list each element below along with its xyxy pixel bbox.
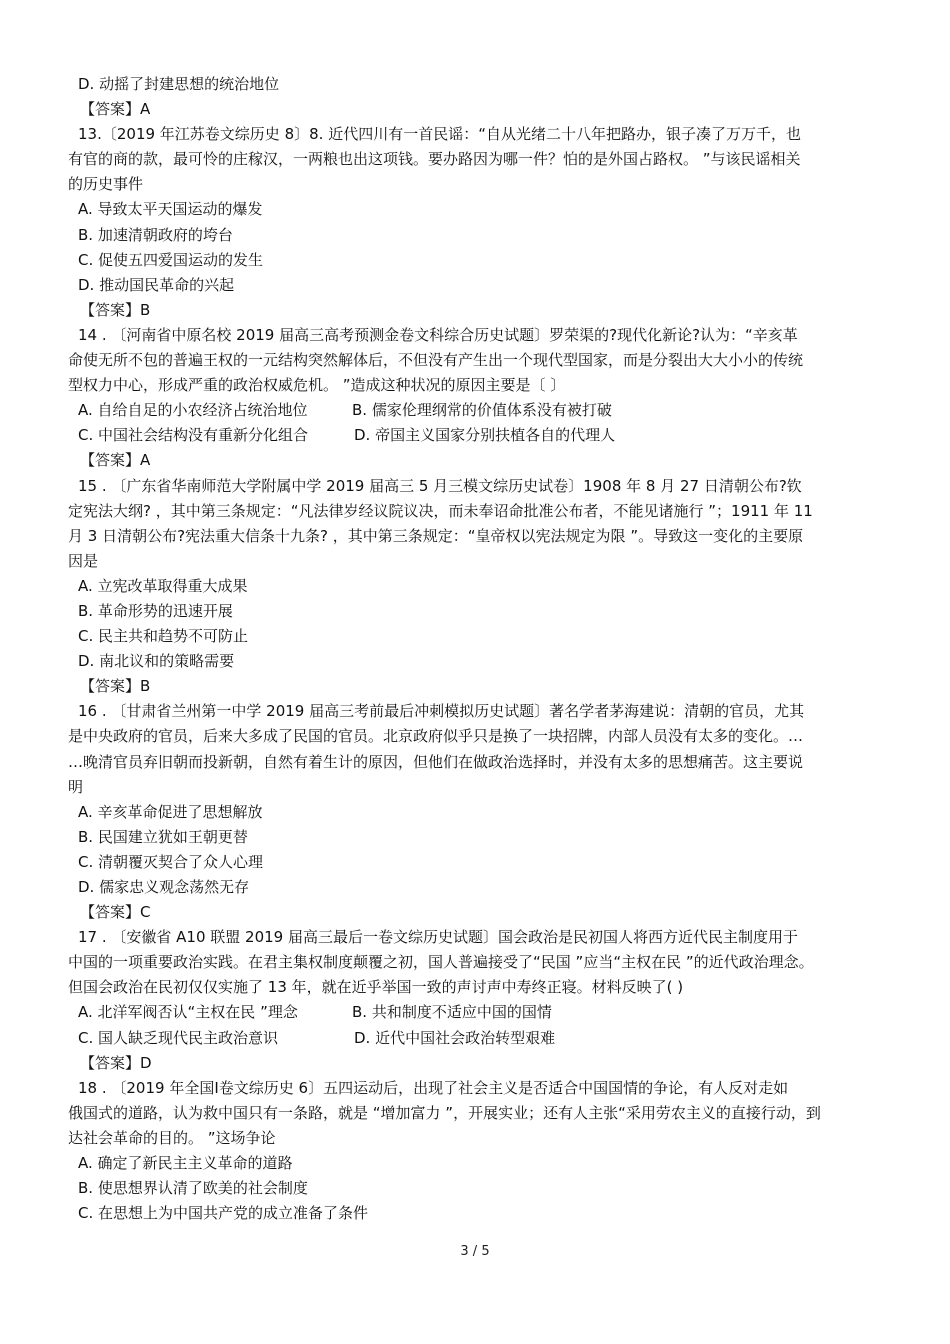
option-line: C. 清朝覆灭契合了众人心理 <box>78 852 264 871</box>
text-line: …晚清官员弃旧朝而投新朝，自然有着生计的原因，但他们在做政治选择时，并没有太多的思想痛苦。这主要说 <box>68 752 804 771</box>
text-line: 是中央政府的官员，后来大多成了民国的官员。北京政府似乎只是换了一块招牌，内部人员没有太多的变化。… <box>68 727 804 746</box>
text-line: 明 <box>68 777 84 796</box>
answer-line: 【答案】B <box>80 677 151 696</box>
text-line: 但国会政治在民初仅仅实施了 13 年，就在近乎举国一致的声讨声中寿终正寝。材料反映了( ) <box>68 978 684 997</box>
option-text: D. 近代中国社会政治转型艰难 <box>354 1028 556 1047</box>
option-text: D. 帝国主义国家分别扶植各自的代理人 <box>354 426 616 445</box>
option-line: B. 民国建立犹如王朝更替 <box>78 827 248 846</box>
text-line: 中国的一项重要政治实践。在君主集权制度颠覆之初，国人普遍接受了“民国 ”应当“主权在民 ”的近代政治理念。 <box>68 953 814 972</box>
option-text: B. 儒家伦理纲常的价值体系没有被打破 <box>352 401 612 420</box>
option-line: C. 在思想上为中国共产党的成立准备了条件 <box>78 1204 369 1223</box>
option-pair-line <box>68 423 898 448</box>
text-line: 命使无所不包的普遍王权的一元结构突然解体后，不但没有产生出一个现代型国家，而是分裂出大大小小的传统 <box>68 351 804 370</box>
option-text: C. 国人缺乏现代民主政治意识 <box>78 1028 279 1047</box>
text-line: 定宪法大纲? ，其中第三条规定：“凡法律岁经议院议决，而未奉诏命批准公布者，不能见诸施行 ”；1911 年 11 <box>68 501 813 520</box>
option-pair-line <box>68 1000 898 1025</box>
answer-line: 【答案】D <box>80 1053 152 1072</box>
option-pair-line <box>68 398 898 423</box>
option-line: C. 民主共和趋势不可防止 <box>78 627 249 646</box>
option-line: A. 立宪改革取得重大成果 <box>78 576 248 595</box>
answer-line: 【答案】C <box>80 903 151 922</box>
option-text: A. 自给自足的小农经济占统治地位 <box>78 401 308 420</box>
page-number: 3 / 5 <box>460 1244 490 1259</box>
option-line: D. 推动国民革命的兴起 <box>78 275 235 294</box>
option-line: D. 动摇了封建思想的统治地位 <box>78 75 280 93</box>
text-line: 因是 <box>68 551 99 570</box>
option-text: A. 北洋军阀否认“主权在民 ”理念 <box>78 1003 298 1022</box>
text-line: 达社会革命的目的。 ”这场争论 <box>68 1128 276 1147</box>
option-line: D. 南北议和的策略需要 <box>78 652 235 671</box>
answer-line: 【答案】A <box>80 451 151 470</box>
text-line: 有官的商的款，最可怜的庄稼汉，一两粮也出这项钱。要办路因为哪一件？怕的是外国占路权。 ”与该民谣相关 <box>68 150 801 169</box>
question-line: 13.〔2019 年江苏卷文综历史 8〕8. 近代四川有一首民谣：“自从光绪二十八年把路办，银子凑了万万千，也 <box>78 125 801 144</box>
option-line: A. 辛亥革命促进了思想解放 <box>78 802 263 821</box>
option-text: C. 中国社会结构没有重新分化组合 <box>78 426 309 445</box>
text-line: 型权力中心，形成严重的政治权威危机。 ”造成这种状况的原因主要是〔 〕 <box>68 376 566 395</box>
option-line: B. 革命形势的迅速开展 <box>78 601 233 620</box>
text-line: 的历史事件 <box>68 175 144 194</box>
option-line: A. 确定了新民主主义革命的道路 <box>78 1154 293 1173</box>
answer-line: 【答案】B <box>80 300 151 319</box>
document-body <box>68 72 898 1226</box>
option-line: C. 促使五四爱国运动的发生 <box>78 250 264 269</box>
option-line: B. 加速清朝政府的垮台 <box>78 225 233 244</box>
question-line: 18 . 〔2019 年全国Ⅰ卷文综历史 6〕五四运动后，出现了社会主义是否适合中国国情的争论，有人反对走如 <box>78 1078 789 1097</box>
option-text: B. 共和制度不适应中国的国情 <box>352 1003 552 1022</box>
option-line: B. 使思想界认清了欧美的社会制度 <box>78 1179 308 1198</box>
question-line: 16 . 〔甘肃省兰州第一中学 2019 届高三考前最后冲刺模拟历史试题〕著名学者茅海建说：清朝的官员，尤其 <box>78 702 805 721</box>
question-line: 17 . 〔安徽省 A10 联盟 2019 届高三最后一卷文综历史试题〕国会政治是民初国人将西方近代民主制度用于 <box>78 928 798 947</box>
option-line: A. 导致太平天国运动的爆发 <box>78 200 263 219</box>
text-line: 俄国式的道路，认为救中国只有一条路，就是 “增加富力 ”，开展实业；还有人主张“采用劳农主义的直接行动，到 <box>68 1103 821 1122</box>
answer-line: 【答案】A <box>80 100 151 119</box>
option-line: D. 儒家忠义观念荡然无存 <box>78 878 250 896</box>
text-line: 月 3 日清朝公布?宪法重大信条十九条? ，其中第三条规定：“皇帝权以宪法规定为限 ”。导致这一变化的主要原 <box>68 526 804 545</box>
question-line: 15 . 〔广东省华南师范大学附属中学 2019 届高三 5 月三模文综历史试卷〕1908 年 8 月 27 日清朝公布?钦 <box>78 476 802 495</box>
option-pair-line <box>68 1026 898 1051</box>
question-line: 14 . 〔河南省中原名校 2019 届高三高考预测金卷文科综合历史试题〕罗荣渠的?现代化新论?认为：“辛亥革 <box>78 325 798 344</box>
